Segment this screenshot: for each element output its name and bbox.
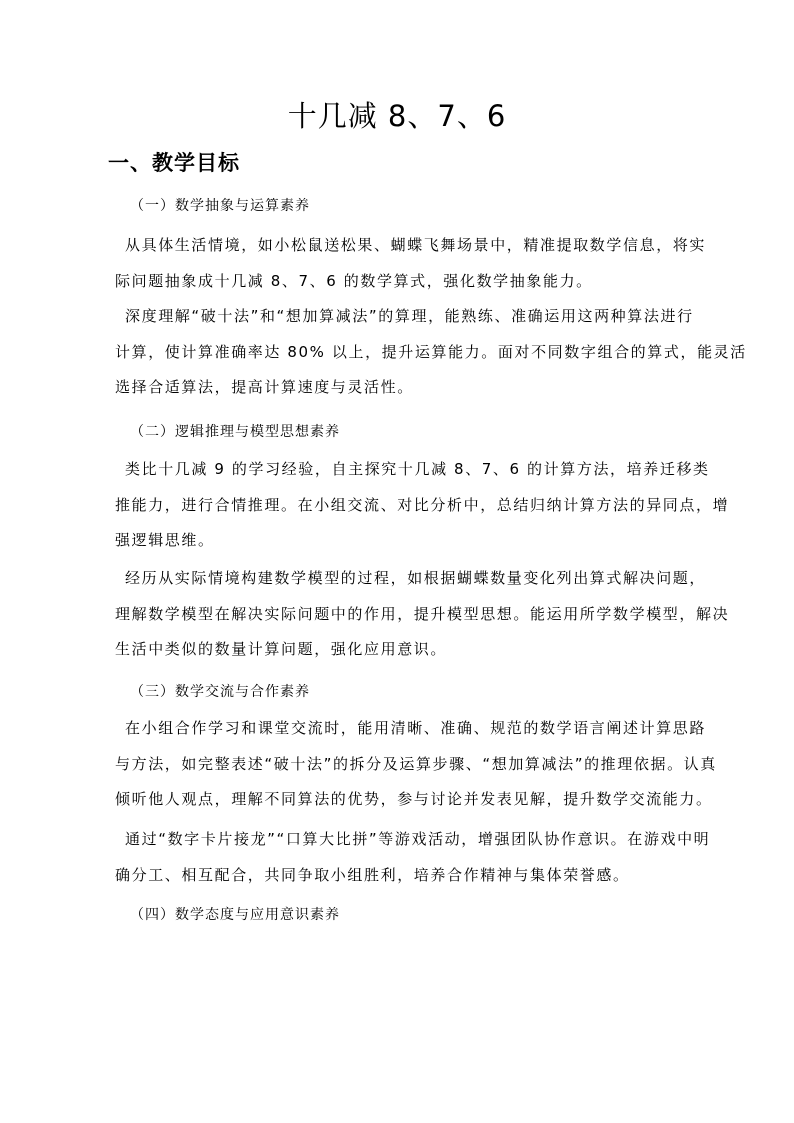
text-line: 际问题抽象成十几减 8、7、6 的数学算式，强化数学抽象能力。 xyxy=(115,271,593,290)
text-line: 经历从实际情境构建数学模型的过程，如根据蝴蝶数量变化列出算式解决问题， xyxy=(125,569,707,587)
paragraph-2-1 xyxy=(115,452,730,559)
text-line: 理解数学模型在解决实际问题中的作用，提升模型思想。能运用所学数学模型，解决 xyxy=(115,604,730,623)
text-line: 选择合适算法，提高计算速度与灵活性。 xyxy=(115,378,414,396)
document-title: 十几减 8、7、6 xyxy=(287,99,507,133)
paragraph-1-1 xyxy=(115,228,707,299)
paragraph-1-2 xyxy=(115,299,747,406)
text-line: 在小组合作学习和课堂交流时，能用清晰、准确、规范的数学语言阐述计算思路 xyxy=(125,719,707,737)
subsection-heading-2: （二）逻辑推理与模型思想素养 xyxy=(130,424,340,440)
text-line: 类比十几减 9 的学习经验，自主探究十几减 8、7、6 的计算方法，培养迁移类 xyxy=(125,460,710,478)
subsection-heading-1: （一）数学抽象与运算素养 xyxy=(130,198,310,214)
subsection-heading-4: （四）数学态度与应用意识素养 xyxy=(130,907,340,923)
text-line: 生活中类似的数量计算问题，强化应用意识。 xyxy=(115,640,448,658)
text-line: 从具体生活情境，如小松鼠送松果、蝴蝶飞舞场景中，精准提取数学信息，将实 xyxy=(125,236,707,254)
text-line: 确分工、相互配合，共同争取小组胜利，培养合作精神与集体荣誉感。 xyxy=(115,865,630,884)
paragraph-2-2 xyxy=(115,561,730,668)
text-line: 强逻辑思维。 xyxy=(115,531,215,549)
subsection-heading-3: （三）数学交流与合作素养 xyxy=(130,684,310,700)
paragraph-3-1 xyxy=(115,711,717,818)
section-heading-teaching-goals: 一、教学目标 xyxy=(108,151,240,175)
text-line: 与方法，如完整表述“破十法”的拆分及运算步骤、“想加算减法”的推理依据。认真 xyxy=(115,754,717,773)
text-line: 推能力，进行合情推理。在小组交流、对比分析中，总结归纳计算方法的异同点，增 xyxy=(115,495,730,514)
text-line: 倾听他人观点，理解不同算法的优势，参与讨论并发表见解，提升数学交流能力。 xyxy=(115,790,713,808)
paragraph-3-2 xyxy=(115,822,711,893)
text-line: 计算，使计算准确率达 80% 以上，提升运算能力。面对不同数字组合的算式，能灵活 xyxy=(115,342,747,361)
text-line: 深度理解“破十法”和“想加算减法”的算理，能熟练、准确运用这两种算法进行 xyxy=(125,307,694,325)
text-line: 通过“数字卡片接龙”“口算大比拼”等游戏活动，增强团队协作意识。在游戏中明 xyxy=(125,830,711,848)
